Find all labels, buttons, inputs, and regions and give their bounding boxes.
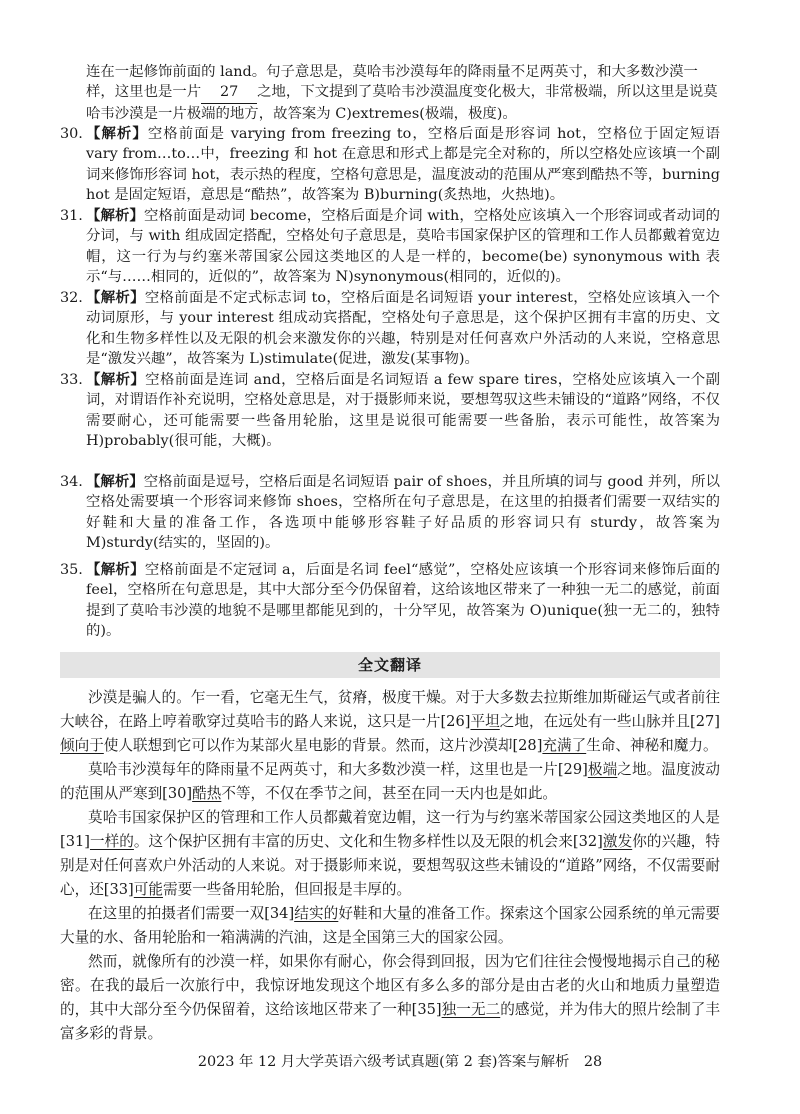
filled-word: 可能 (133, 881, 163, 898)
blank-number: [33] (103, 881, 134, 898)
text-fragment: 然而，就像所有的沙漠一样，如果你有耐心，你会得到回报，因为它们往往会慢慢地揭示自己的秘密。在我的最后一次旅行中，我惊讶地发现这个地区有多么多的部分是由古老的火山和地质力量塑造的，其中大部分至今仍保留着，这给该地区带来了一种 (60, 953, 720, 1018)
text-fragment: 之地，在远处有一些山脉并且 (499, 713, 691, 730)
translation-paragraph (60, 902, 720, 950)
blank-number: [31] (60, 833, 90, 850)
filled-word: 酷热 (192, 785, 222, 802)
text-fragment: 好鞋和大量的准备工作。探索这个国家公园系统的单元需要大量的水、备用轮胎和一箱满满的汽油，这是全国第三大的国家公园。 (60, 905, 720, 946)
analysis-tag: 【解析】 (86, 474, 144, 490)
filled-word: 倾向于 (60, 737, 104, 754)
filled-word: 激发 (602, 833, 633, 850)
section-title-translation: 全文翻译 (60, 652, 720, 678)
filled-word: 一样的 (89, 833, 134, 850)
analysis-text: 空格前面是不定冠词 a，后面是名词 feel“感觉”，空格处应该填一个形容词来修饰后面的 feel，空格所在句意思是，其中大部分至今仍保留着，这给该地区带来了一种独一无二的感觉，前面提到了莫哈韦沙漠的地貌不是哪里都能见到的，十分罕见，故答案为 O)unique(独一无二的，独特的)。 (86, 562, 720, 640)
analysis-text: 空格前面是 varying from freezing to，空格后面是形容词 hot，空格位于固定短语 vary from…to…中，freezing 和 hot 在意思和形式上都是完全对称的，所以空格处应该填一个副词来修饰形容词 hot，表示热的程度，空格句意思是，温度波动的范围从严寒到酷热不等，burning hot 是固定短语，意思是“酷热”，故答案为 B)burning(炙热地，火热地)。 (86, 126, 720, 204)
text-fragment: 不等，不仅在季节之间，甚至在同一天内也是如此。 (221, 785, 558, 802)
text-fragment: 莫哈韦国家保护区的管理和工作人员都戴着宽边帽，这一行为与约塞米蒂国家公园这类地区的人是 (88, 809, 720, 826)
analysis-tag: 【解析】 (86, 126, 148, 142)
analysis-text: 空格前面是动词 become，空格后面是介词 with，空格处应该填入一个形容词或者动词的分词，与 with 组成固定搭配，空格处句子意思是，莫哈韦国家保护区的管理和工作人员都戴着宽边帽，这一行为与约塞米蒂国家公园这类地区的人是一样的，become(be) synonymous with 表示“与……相同的，近似的”，故答案为 N)synonymous(相同的，近似的)。 (86, 208, 720, 286)
analysis-item-32 (60, 288, 720, 370)
text-fragment: 样，这里也是一片 (86, 84, 202, 101)
translation-body (60, 686, 720, 1046)
blank-number: [35] (411, 1001, 442, 1018)
text-fragment: 需要一些备用轮胎，但回报是丰厚的。 (162, 881, 412, 898)
text-fragment: 在这里的拍摄者们需要一双 (88, 905, 265, 922)
text-fragment: 生命、神秘和魔力。 (586, 737, 718, 754)
analysis-continuation (86, 62, 720, 124)
filled-word: 平坦 (470, 713, 500, 730)
translation-paragraph (60, 950, 720, 1046)
analysis-item-30 (60, 124, 720, 206)
analysis-item-33 (60, 370, 720, 452)
text-fragment: 之地，下文提到了莫哈韦沙漠温度变化极大，非常极端，所以这里是说莫 (257, 84, 718, 101)
analysis-text: 空格前面是逗号，空格后面是名词短语 pair of shoes，并且所填的词与 good 并列，所以空格处需要填一个形容词来修饰 shoes，空格所在句子意思是，在这里的拍摄者们需要一双结实的好鞋和大量的准备工作，各选项中能够形容鞋子好品质的形容词只有 sturdy，故答案为M)sturdy(结实的，坚固的)。 (86, 474, 720, 552)
analysis-item-31 (60, 206, 720, 288)
page-footer: 2023 年 12 月大学英语六级考试真题(第 2 套)答案与解析 28 (197, 1054, 603, 1070)
blank-number: [27] (690, 713, 720, 730)
item-number: 31. (60, 208, 83, 224)
translation-paragraph (60, 758, 720, 806)
continuation-line: 哈韦沙漠是一片极端的地方，故答案为 C)extremes(极端，极度)。 (86, 105, 517, 122)
analysis-text: 空格前面是不定式标志词 to，空格后面是名词短语 your interest，空格处应该填入一个动词原形，与 your interest 组成动宾搭配，空格处句子意思是，这个保护区拥有丰富的历史、文化和生物多样性以及无限的机会来激发你的兴趣，特别是对任何喜欢户外活动的人来说，空格意思是“激发兴趣”，故答案为 L)stimulate(促进，激发(某事物)。 (86, 290, 720, 368)
item-number: 30. (60, 126, 83, 142)
blank-number: [28] (512, 737, 543, 754)
filled-word: 独一无二 (441, 1001, 501, 1018)
continuation-line (86, 82, 720, 103)
analysis-tag: 【解析】 (86, 562, 145, 578)
filled-word: 结实的 (294, 905, 339, 922)
filled-word: 极端 (587, 761, 618, 778)
blank-number: [32] (572, 833, 603, 850)
text-fragment: 使人联想到它可以作为某部火星电影的背景。然而，这片沙漠却 (103, 737, 513, 754)
text-fragment: 的感觉，并为伟大的照片绘制了丰富多彩的背景。 (60, 1001, 720, 1042)
blank-27: 27 (201, 82, 257, 103)
analysis-tag: 【解析】 (86, 290, 145, 306)
item-number: 34. (60, 474, 83, 490)
analysis-item-35 (60, 560, 720, 642)
item-number: 32. (60, 290, 83, 306)
blank-number: [26] (440, 713, 471, 730)
filled-word: 充满了 (542, 737, 587, 754)
analysis-text: 空格前面是连词 and，空格后面是名词短语 a few spare tires，空格处应该填入一个副词，对谓语作补充说明，空格处意思是，对于摄影师来说，要想驾驭这些未铺设的“道路”网络，不仅需要耐心，还可能需要一些备用轮胎，这里是说很可能需要一些备胎，表示可能性，故答案为 H)probably(很可能，大概)。 (86, 372, 720, 450)
item-number: 35. (60, 562, 83, 578)
text-fragment: 你的兴趣，特别是对任何喜欢户外活动的人来说。对于摄影师来说，要想驾驭这些未铺设的“道路”网络，不仅需要耐心，还 (60, 833, 720, 898)
translation-paragraph (60, 806, 720, 902)
analysis-tag: 【解析】 (86, 372, 146, 388)
blank-number: [34] (264, 905, 295, 922)
text-fragment: 之地。温度波动的范围从严寒到 (60, 761, 720, 802)
analysis-item-34 (60, 472, 720, 554)
blank-number: [30] (162, 785, 193, 802)
analysis-tag: 【解析】 (86, 208, 144, 224)
text-fragment: 沙漠是骗人的。乍一看，它毫无生气，贫瘠，极度干燥。对于大多数去拉斯维加斯碰运气或者前往大峡谷，在路上哼着歌穿过莫哈韦的路人来说，这只是一片 (60, 689, 720, 730)
continuation-line: 连在一起修饰前面的 land。句子意思是，莫哈韦沙漠每年的降雨量不足两英寸，和大多数沙漠一 (86, 64, 698, 80)
translation-paragraph (60, 686, 720, 758)
text-fragment: 。这个保护区拥有丰富的历史、文化和生物多样性以及无限的机会来 (133, 833, 573, 850)
item-number: 33. (60, 372, 83, 388)
blank-number: [29] (557, 761, 588, 778)
text-fragment: 莫哈韦沙漠每年的降雨量不足两英寸，和大多数沙漠一样，这里也是一片 (88, 761, 558, 778)
